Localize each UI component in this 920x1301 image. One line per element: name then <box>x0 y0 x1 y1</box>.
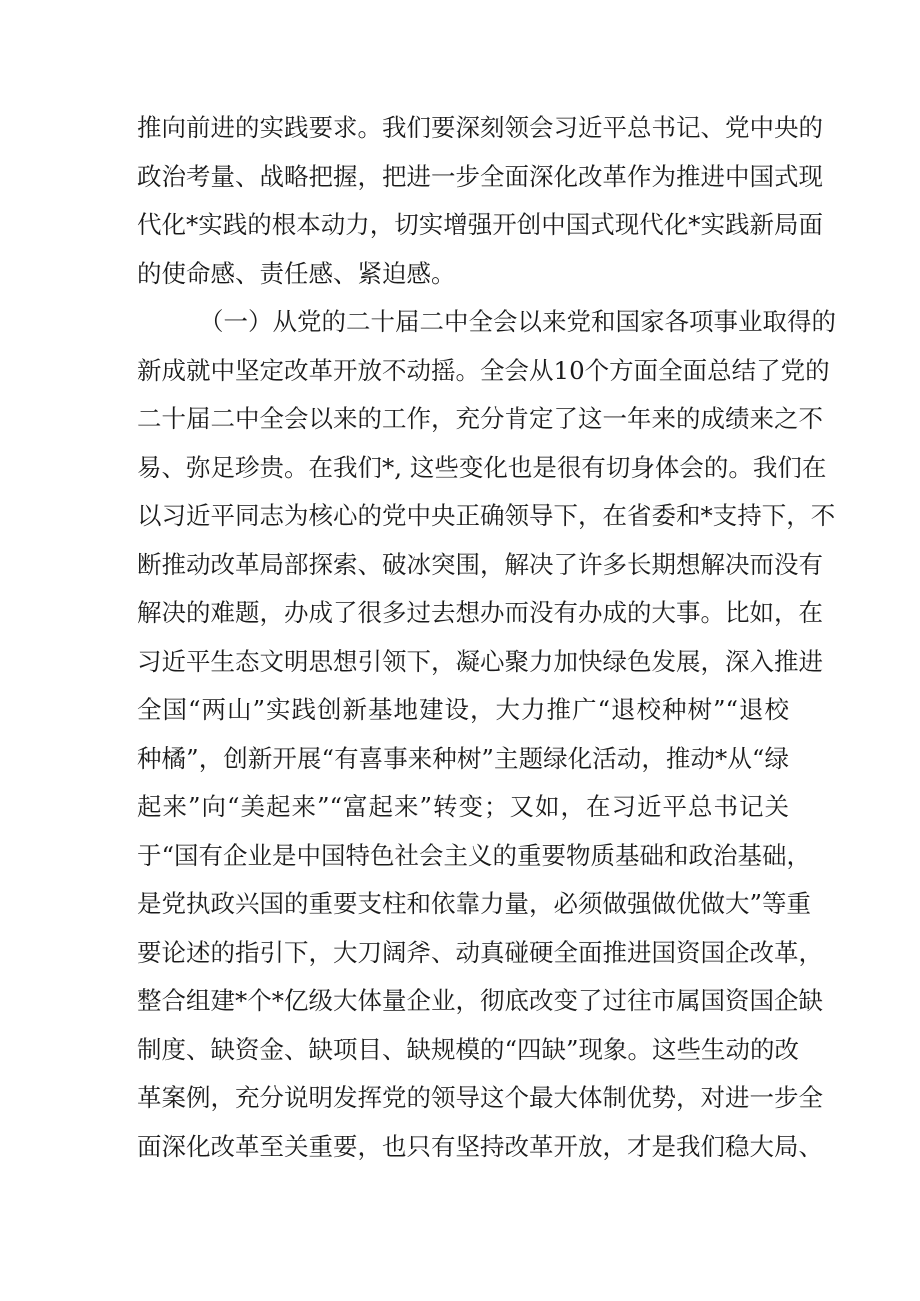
text-line: 要论述的指引下，大刀阔斧、动真碰硬全面推进国资国企改革， <box>137 937 823 967</box>
text-line: 整合组建*个*亿级大体量企业，彻底改变了过往市属国资国企缺 <box>137 986 823 1015</box>
text-line: 起来”向“美起来”“富起来”转变；又如，在习近平总书记关 <box>137 792 789 821</box>
document-body <box>137 104 836 1171</box>
text-line: 种橘”，创新开展“有喜事来种树”主题绿化活动，推动*从“绿 <box>137 743 789 773</box>
text-line: 以习近平同志为核心的党中央正确领导下，在省委和*支持下，不 <box>137 501 836 530</box>
text-line: 易、弥足珍贵。在我们*, 这些变化也是很有切身体会的。我们在 <box>137 452 827 482</box>
text-line: 政治考量、战略把握，把进一步全面深化改革作为推进中国式现 <box>137 161 823 191</box>
text-line: 代化*实践的根本动力，切实增强开创中国式现代化*实践新局面 <box>137 210 823 239</box>
text-line: 全国“两山”实践创新基地建设，大力推广“退校种树”“退校 <box>137 695 789 724</box>
text-line: 是党执政兴国的重要支柱和依靠力量，必须做强做优做大”等重 <box>137 889 812 918</box>
text-line: 习近平生态文明思想引领下，凝心聚力加快绿色发展，深入推进 <box>137 646 823 676</box>
text-line: 推向前进的实践要求。我们要深刻领会习近平总书记、党中央的 <box>137 113 823 142</box>
text-line: 新成就中坚定改革开放不动摇。全会从10个方面全面总结了党的 <box>137 355 830 385</box>
text-line: 革案例，充分说明发挥党的领导这个最大体制优势，对进一步全 <box>137 1083 823 1112</box>
text-line: 断推动改革局部探索、破冰突围，解决了许多长期想解决而没有 <box>137 549 823 579</box>
text-line: 制度、缺资金、缺项目、缺规模的“四缺”现象。这些生动的改 <box>137 1034 800 1064</box>
text-line: 解决的难题，办成了很多过去想办而没有办成的大事。比如，在 <box>137 598 823 627</box>
text-line: 面深化改革至关重要，也只有坚持改革开放，才是我们稳大局、 <box>137 1131 823 1161</box>
text-line: 二十届二中全会以来的工作，充分肯定了这一年来的成绩来之不 <box>137 404 823 433</box>
section-heading-line: （一）从党的二十届二中全会以来党和国家各项事业取得的 <box>199 307 836 336</box>
text-line: 的使命感、责任感、紧迫感。 <box>137 258 456 288</box>
text-line: 于“国有企业是中国特色社会主义的重要物质基础和政治基础， <box>137 840 812 870</box>
